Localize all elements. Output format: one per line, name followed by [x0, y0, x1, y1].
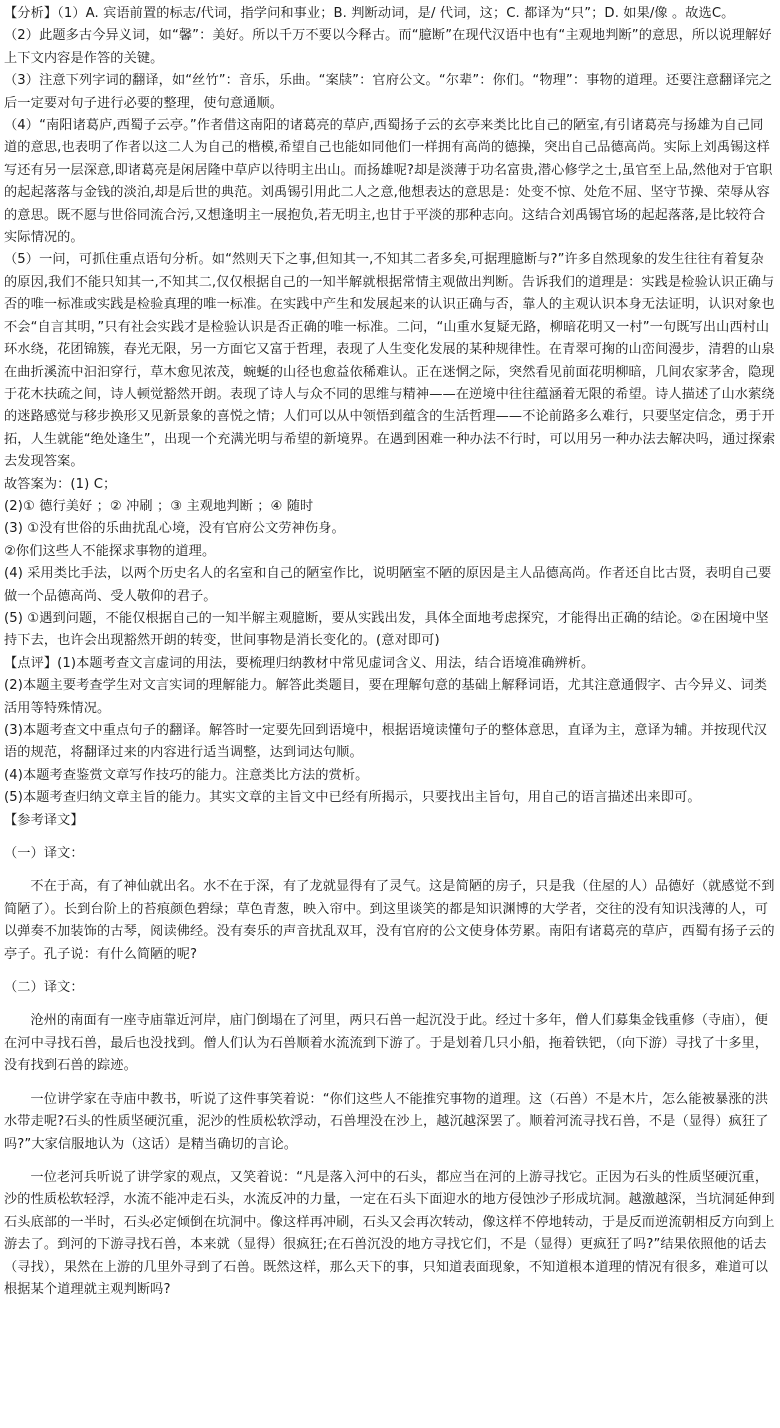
answer-5: (5) ①遇到问题，不能仅根据自己的一知半解主观臆断，要从实践出发，具体全面地考虑探究，才能得出正确的结论。②在困境中坚持下去，也许会出现豁然开朗的转变，世间事物是消长变化的。(意对即可) — [4, 610, 769, 649]
comment-5: (5)本题考查归纳文章主旨的能力。其实文章的主旨文中已经有所揭示，只要找出主旨句，用自己的语言描述出来即可。 — [4, 790, 701, 806]
comment-1: 【点评】(1)本题考查文言虚词的用法，要梳理归纳教材中常见虚词含义、用法，结合语境准确辨析。 — [4, 655, 595, 671]
answer-4: (4) 采用类比手法，以两个历史名人的名室和自己的陋室作比，说明陋室不陋的原因是主人品德高尚。作者还自比古贤，表明自己要做一个品德高尚、受人敬仰的君子。 — [4, 566, 772, 604]
translation-2-para-1: 沧州的南面有一座寺庙靠近河岸，庙门倒塌在了河里，两只石兽一起沉没于此。经过十多年，僧人们募集金钱重修（寺庙），便在河中寻找石兽，最后也没找到。僧人们认为石兽顺着水流流到下游了。于是划着几只小船，拖着铁钯，（向下游）寻找了十多里，没有找到石兽的踪迹。 — [4, 1013, 769, 1074]
translation-2-heading: （二）译文： — [4, 980, 84, 996]
translation-1-heading: （一）译文： — [4, 846, 84, 862]
analysis-part-1: 【分析】（1）A. 宾语前置的标志/代词，指学问和事业；B. 判断动词，是/ 代词，这；C. 都译为“只”；D. 如果/像 。故选C。 — [4, 6, 735, 21]
answer-2: (2)① 德行美好 ；② 冲刷 ；③ 主观地判断 ；④ 随时 — [4, 498, 314, 514]
translation-2-para-2: 一位讲学家在寺庙中教书，听说了这件事笑着说：“你们这些人不能推究事物的道理。这（石兽）不是木片，怎么能被暴涨的洪水带走呢?石头的性质坚硬沉重，泥沙的性质松软浮动，石兽埋没在沙上，越沉越深罢了。顺着河流寻找石兽，不是（显得）疯狂了吗?”大家信服地认为（这话）是精当确切的言论。 — [4, 1091, 769, 1152]
answer-3-second: ②你们这些人不能探求事物的道理。 — [4, 543, 216, 559]
analysis-part-4: （4）“南阳诸葛庐,西蜀子云亭。”作者借这南阳的诸葛亮的草庐,西蜀扬子云的玄亭来类比比自己的陋室,有引诸葛亮与扬雄为自己同道的意思,也表明了作者以这二人为自己的楷模,希望自己也能如同他们一样拥有高尚的德操，突出自己品德高尚。实际上刘禹锡这样写还有另一层深意,即诸葛亮是闲居隆中草庐以待明主出山。而扬雄呢?却是淡薄于功名富贵,潜心修学之士,虽官至上品,然他对于官职的起起落落与金钱的淡泊,却是后世的典范。刘禹锡引用此二人之意,他想表达的意思是：处变不惊、处危不屈、坚守节操、荣辱从容的意思。既不愿与世俗同流合污,又想逢明主一展抱负,若无明主,也甘于平淡的那种志向。这结合刘禹锡官场的起起落落,是比较符合实际情况的。 — [4, 118, 773, 246]
answer-3-first: (3) ①没有世俗的乐曲扰乱心境，没有官府公文劳神伤身。 — [4, 521, 345, 537]
comment-2: (2)本题主要考查学生对文言实词的理解能力。解答此类题目，要在理解句意的基础上解释词语，尤其注意通假字、古今异义、词类活用等特殊情况。 — [4, 678, 768, 716]
comment-3: (3)本题考查文中重点句子的翻译。解答时一定要先回到语境中，根据语境读懂句子的整体意思，直译为主，意译为辅。并按现代汉语的规范，将翻译过来的内容进行适当调整，达到词达句顺。 — [4, 723, 768, 761]
reference-translation-heading: 【参考译文】 — [4, 812, 84, 828]
comment-4: (4)本题考查鉴赏文章写作技巧的能力。注意类比方法的赏析。 — [4, 767, 369, 783]
translation-2-para-3: 一位老河兵听说了讲学家的观点，又笑着说：“凡是落入河中的石头，都应当在河的上游寻找它。正因为石头的性质坚硬沉重，沙的性质松软轻浮，水流不能冲走石头，水流反冲的力量，一定在石头下面迎水的地方侵蚀沙子形成坑洞。越激越深，当坑洞延伸到石头底部的一半时，石头必定倾倒在坑洞中。像这样再冲刷，石头又会再次转动，像这样不停地转动，于是反而逆流朝相反方向到上游去了。到河的下游寻找石兽，本来就（显得）很疯狂;在石兽沉没的地方寻找它们，不是（显得）更疯狂了吗?”结果依照他的话去（寻找），果然在上游的几里外寻到了石兽。既然这样，那么天下的事，只知道表面现象，不知道根本道理的情况有很多，难道可以根据某个道理就主观判断吗? — [4, 1169, 775, 1297]
analysis-part-3: （3）注意下列字词的翻译，如“丝竹”：音乐，乐曲。“案牍”：官府公文。“尔辈”：你们。“物理”：事物的道理。还要注意翻译完之后一定要对句子进行必要的整理，使句意通顺。 — [4, 73, 773, 111]
analysis-part-2: （2）此题多古今异义词，如“馨”：美好。所以千万不要以今释古。而“臆断”在现代汉语中也有“主观地判断”的意思，所以说理解好上下文内容是作答的关键。 — [4, 28, 772, 66]
answer-1: 故答案为：(1) C； — [4, 476, 117, 492]
translation-1-body: 不在于高，有了神仙就出名。水不在于深，有了龙就显得有了灵气。这是简陋的房子，只是我（住屋的人）品德好（就感觉不到简陋了）。长到台阶上的苔痕颜色碧绿；草色青葱，映入帘中。到这里谈笑的都是知识渊博的大学者，交往的没有知识浅薄的人，可以弹奏不加装饰的古琴，阅读佛经。没有奏乐的声音扰乱双耳，没有官府的公文使身体劳累。南阳有诸葛亮的草庐，西蜀有扬子云的亭子。孔子说：有什么简陋的呢? — [4, 879, 775, 962]
analysis-part-5: （5）一问，可抓住重点语句分析。如“然则天下之事,但知其一,不知其二者多矣,可据理臆断与?”许多自然现象的发生往往有着复杂的原因,我们不能只知其一,不知其二,仅仅根据自己的一知半解就根据常情主观做出判断。告诉我们的道理是：实践是检验认识正确与否的唯一标准或实践是检验真理的唯一标准。在实践中产生和发展起来的认识正确与否，靠人的主观认识本身无法证明，认识对象也不会“自言其明，”只有社会实践才是检验认识是否正确的唯一标准。二问，“山重水复疑无路，柳暗花明又一村”一句既写出山西村山环水绕，花团锦簇，春光无限，另一方面它又富于哲理，表现了人生变化发展的某种规律性。在青翠可掬的山峦间漫步，清碧的山泉在曲折溪流中汩汩穿行，草木愈见浓茂，蜿蜒的山径也愈益依稀难认。正在迷惘之际，突然看见前面花明柳暗，几间农家茅舍，隐现于花木扶疏之间，诗人顿觉豁然开朗。表现了诗人与众不同的思维与精神——在逆境中往往蕴涵着无限的希望。诗人描述了山水萦绕的迷路感觉与移步换形又见新景象的喜悦之情；人们可以从中领悟到蕴含的生活哲理——不论前路多么难行，只要坚定信念，勇于开拓，人生就能“绝处逢生”，出现一个充满光明与希望的新境界。在遇到困难一种办法不行时，可以用另一种办法去解决吗，通过探索去发现答案。 — [4, 252, 776, 470]
